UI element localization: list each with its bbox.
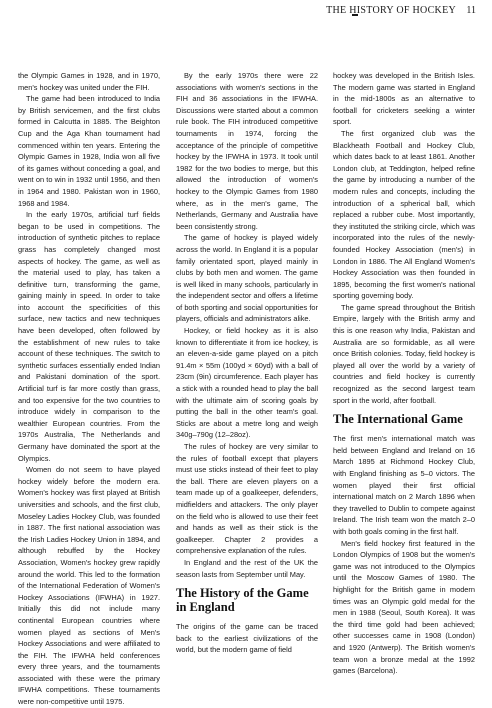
text-column-3 — [333, 70, 475, 676]
paragraph: Men's field hockey first featured in the London Olympics of 1908 but the women's game was not introduced to the Olympics until the Moscow Games of 1980. The highlight for the British game in modern times was an Olympic gold medal for the men in 1988 (Seoul, South Korea). It was the third time gold had been achieved; other successes came in 1908 (London) and 1920 (Antwerp). The British women's team won a bronze medal at the 1992 games (Barcelona). — [333, 538, 475, 676]
running-head-title: THE HISTORY OF HOCKEY — [326, 5, 456, 16]
paragraph: The first organized club was the Blackheath Football and Hockey Club, which dates back to at least 1861. Another London club, at Teddington, helped refine the game by introducing a number of the modern rules and concepts, including the introduction of a spherical ball, which replaced a rubber cube. Most importantly, they instituted the striking circle, which was incorporated into the rules of the newly-founded Hockey Association (men's) in London in 1886. The All England Women's Hockey Association was then founded in 1895, becoming the first women's national sporting governing body. — [333, 128, 475, 301]
paragraph: The game spread throughout the British Empire, largely with the British army and this is one reason why India, Pakistan and Australia are so formidable, as all were once British colonies. Today, field hockey is played all over the world by a variety of countries and field hockey is currently recognized as the second largest team sport in the world, after football. — [333, 302, 475, 405]
text-column-2 — [176, 70, 318, 655]
page-number: 11 — [466, 5, 476, 16]
paragraph: In England and the rest of the UK the season lasts from September until May. — [176, 557, 318, 579]
page-header — [0, 0, 492, 24]
section-heading-international: The International Game — [333, 412, 463, 427]
paragraph: Women do not seem to have played hockey widely before the modern era. Women's hockey was first played at British universities and schools, and the first club, Moseley Ladies Hockey Club, was founded in 1887. The first national association was the Irish Ladies Hockey Union in 1894, and although rebuffed by the Hockey Association, Women's hockey grew rapidly around the world. This led to the formation of the International Federation of Women's Hockey Associations (IFWHA) in 1927. Initially this did not include many continental European countries where women played as sections of Men's Hockey Associations and were affiliated to the FIH. The IFWHA held conferences every three years, and the tournaments associated with these were the primary IFWHA competitions. These tournaments were non-competitive until 1975. — [18, 465, 160, 707]
paragraph: In the early 1970s, artificial turf fields began to be used in competitions. The introduction of synthetic pitches to replace grass has completely changed most aspects of hockey. The game, as well as the material used to play, has taken a definitive turn, transforming the game, gaining mainly in speed. In order to take into account the specificities of this surface, new tactics and new techniques have been developed, often followed by the establishment of new rules to take account of these techniques. The switch to synthetic surfaces essentially ended Indian and Pakistani domination of the sport. Artificial turf is far more costly than grass, and too expensive for the two countries to introduce widely in comparison to the wealthier European countries. From the 1970s Australia, The Netherlands and Germany have dominated the sport at the Olympics. — [18, 210, 160, 463]
section-heading-england: The History of the Game in England — [176, 586, 309, 615]
paragraph: The origins of the game can be traced back to the earliest civilizations of the world, but the modern game of field — [176, 622, 318, 655]
paragraph: The game had been introduced to India by British servicemen, and the first clubs formed in Calcutta in 1885. The Beighton Cup and the Aga Khan tournament had commenced within ten years. Entering the Olympic Games in 1928, India won all five of its games without conceding a goal, and went on to win in 1932 until 1956, and then in 1964 and 1980. Pakistan won in 1960, 1968 and 1984. — [18, 94, 160, 208]
paragraph: hockey was developed in the British Isles. The modern game was started in England in the mid-1800s as an alternative to football for cricketers seeking a winter sport. — [333, 71, 475, 127]
paragraph: By the early 1970s there were 22 associations with women's sections in the FIH and 36 associations in the IFWHA. Discussions were started about a common rule book. The FIH introduced competitive tournaments in 1974, forcing the acceptance of the principle of competitive hockey by the IFWHA in 1973. It took until 1982 for the two bodies to merge, but this allowed the introduction of women's hockey to the Olympic Games from 1980 where, as in the men's game, The Netherlands, Germany and Australia have been consistently strong. — [176, 71, 318, 231]
paragraph: The first men's international match was held between England and Ireland on 16 March 1895 at Richmond Hockey Club, with England finishing as 5–0 victors. The women played their first official international match on 2 March 1896 when they travelled to Dublin to compete against Ireland. The Irish team won the match 2–0 with both goals coming in the first half. — [333, 434, 475, 536]
text-column-1 — [18, 70, 160, 707]
paragraph: The game of hockey is played widely across the world. In England it is a popular family orientated sport, played mainly in clubs by both men and women. The game is well liked in many schools, particularly in the independent sector and offers a lifetime of both sporting and social opportunities for players, officials and administrators alike. — [176, 233, 318, 324]
paragraph: Hockey, or field hockey as it is also known to differentiate it from ice hockey, is an eleven-a-side game played on a pitch 91.4m × 55m (100yd × 60yd) with a ball of 23cm (9in) circumference. Each player has a stick with a rounded head to play the ball with the ultimate aim of scoring goals by putting the ball in the other team's goal. Sticks are about a metre long and weigh 340g–790g (12–28oz). — [176, 326, 318, 440]
paragraph: The rules of hockey are very similar to the rules of football except that players must use sticks instead of their feet to play the ball. There are eleven players on a team made up of a goalkeeper, defenders, midfielders and attackers. The only player on the field who is allowed to use their feet and hands as well as their stick is the goalkeeper. Chapter 2 provides a comprehensive explanation of the rules. — [176, 442, 318, 556]
paragraph: the Olympic Games in 1928, and in 1970, men's hockey was united under the FIH. — [18, 71, 160, 92]
